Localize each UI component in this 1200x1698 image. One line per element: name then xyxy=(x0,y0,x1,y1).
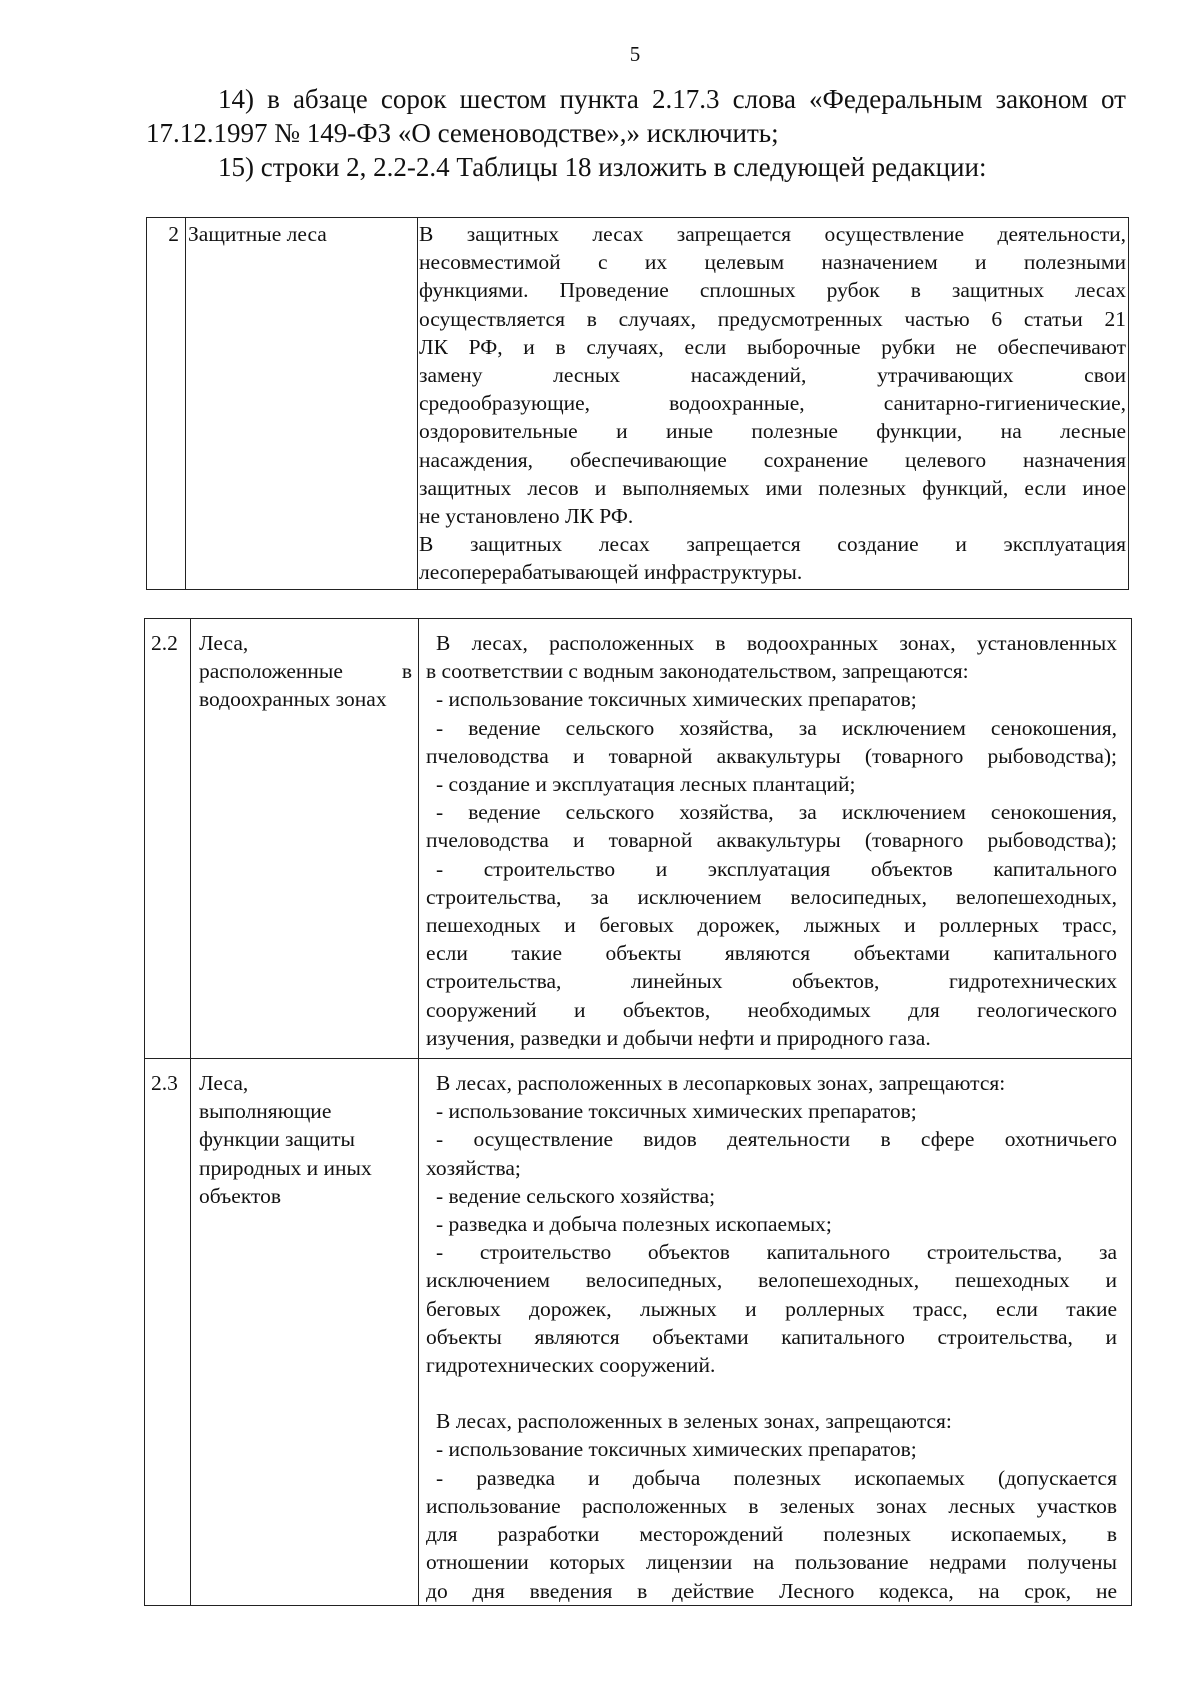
name-line: выполняющие xyxy=(199,1099,332,1124)
name-line: расположенные в xyxy=(199,659,412,684)
row-text xyxy=(419,1059,1132,1606)
text-line: пчеловодства и товарной аквакультуры (товарного рыбоводства); xyxy=(426,743,1117,768)
paragraph-gap xyxy=(426,1379,1117,1407)
text-line: несовместимой с их целевым назначением и полезными xyxy=(419,250,1126,275)
text-line: строительства, за исключением велосипедных, велопешеходных, xyxy=(426,884,1117,909)
text-line: беговых дорожек, лыжных и роллерных трасс, если такие xyxy=(426,1296,1117,1321)
text-line: В лесах, расположенных в водоохранных зонах, установленных xyxy=(436,631,1117,655)
row-name xyxy=(191,619,419,1059)
text-line: насаждения, обеспечивающие сохранение целевого назначения xyxy=(419,447,1126,472)
text-line: - строительство объектов капитального строительства, за xyxy=(436,1240,1117,1265)
row-number: 2.3 xyxy=(145,1059,191,1606)
text-line: пчеловодства и товарной аквакультуры (товарного рыбоводства); xyxy=(426,828,1117,853)
name-line: природных и иных xyxy=(199,1155,372,1180)
text-line: - использование токсичных химических препаратов; xyxy=(436,1099,917,1124)
text-line: осуществляется в случаях, предусмотренных частью 6 статьи 21 xyxy=(419,306,1126,331)
item-14-line-1: 14) в абзаце сорок шестом пункта 2.17.3 слова «Федеральным законом от xyxy=(218,84,1126,114)
table-row-2 xyxy=(146,217,1129,590)
row-name: Защитные леса xyxy=(186,218,418,590)
text-line: - осуществление видов деятельности в сфере охотничьего xyxy=(436,1127,1117,1152)
text-line: - использование токсичных химических препаратов; xyxy=(436,687,917,712)
item-15: 15) строки 2, 2.2-2.4 Таблицы 18 изложить в следующей редакции: xyxy=(218,152,987,182)
text-line: В защитных лесах запрещается создание и эксплуатация xyxy=(419,532,1126,557)
row-name xyxy=(191,1059,419,1606)
text-line: - создание и эксплуатация лесных плантаций; xyxy=(436,772,856,797)
text-line: для разработки месторождений полезных ископаемых, в xyxy=(426,1522,1117,1547)
text-line: замену лесных насаждений, утрачивающих свои xyxy=(419,363,1126,388)
row-text xyxy=(418,218,1129,590)
name-line: Леса, xyxy=(199,631,249,655)
text-line: отношении которых лицензии на пользование недрами получены xyxy=(426,1550,1117,1575)
text-line: оздоровительные и иные полезные функции, на лесные xyxy=(419,419,1126,444)
text-line: строительства, линейных объектов, гидротехнических xyxy=(426,969,1117,994)
text-line: функциями. Проведение сплошных рубок в защитных лесах xyxy=(419,278,1126,303)
text-line: защитных лесов и выполняемых ими полезных функций, если иное xyxy=(419,475,1126,500)
name-line: Леса, xyxy=(199,1071,249,1096)
text-line: если такие объекты являются объектами капитального xyxy=(426,941,1117,966)
text-line: В лесах, расположенных в зеленых зонах, запрещаются: xyxy=(436,1409,952,1434)
page-number: 5 xyxy=(629,42,641,66)
text-line: - ведение сельского хозяйства; xyxy=(436,1183,716,1208)
text-line: сооружений и объектов, необходимых для геологического xyxy=(426,997,1117,1022)
text-line: до дня введения в действие Лесного кодекса, на срок, не xyxy=(426,1578,1117,1603)
text-line: - ведение сельского хозяйства, за исключением сенокошения, xyxy=(436,715,1117,740)
text-line: средообразующие, водоохранные, санитарно-гигиенические, xyxy=(419,391,1126,416)
text-line: лесоперерабатывающей инфраструктуры. xyxy=(419,560,803,585)
text-line: использование расположенных в зеленых зонах лесных участков xyxy=(426,1493,1117,1518)
row-text xyxy=(419,619,1132,1059)
row-number: 2 xyxy=(147,218,186,590)
text-line: исключением велосипедных, велопешеходных, пешеходных и xyxy=(426,1268,1117,1293)
text-line: - ведение сельского хозяйства, за исключением сенокошения, xyxy=(436,800,1117,825)
name-line: водоохранных зонах xyxy=(199,687,387,712)
row-number: 2.2 xyxy=(145,619,191,1059)
table-row xyxy=(145,619,1132,1059)
table-rows-2-2-2-3 xyxy=(144,618,1132,1606)
name-line: функции защиты xyxy=(199,1127,355,1152)
name-line: объектов xyxy=(199,1183,281,1208)
text-line: ЛК РФ, и в случаях, если выборочные рубки не обеспечивают xyxy=(419,334,1126,359)
text-line: - использование токсичных химических препаратов; xyxy=(436,1437,917,1462)
text-line: В лесах, расположенных в лесопарковых зонах, запрещаются: xyxy=(436,1071,1006,1096)
text-line: В защитных лесах запрещается осуществление деятельности, xyxy=(419,222,1126,246)
item-14-line-2: 17.12.1997 № 149-ФЗ «О семеноводстве»,» исключить; xyxy=(146,118,779,148)
text-line: - разведка и добыча полезных ископаемых; xyxy=(436,1212,832,1237)
text-line: - строительство и эксплуатация объектов капитального xyxy=(436,856,1117,881)
text-line: - разведка и добыча полезных ископаемых (допускается xyxy=(436,1465,1117,1490)
text-line: гидротехнических сооружений. xyxy=(426,1353,716,1378)
table-row xyxy=(145,1059,1132,1606)
intro-text xyxy=(146,82,1126,184)
text-line: объекты являются объектами капитального строительства, и xyxy=(426,1324,1117,1349)
text-line: пешеходных и беговых дорожек, лыжных и роллерных трасс, xyxy=(426,913,1117,938)
table-row xyxy=(147,218,1129,590)
text-line: не установлено ЛК РФ. xyxy=(419,504,634,529)
text-line: хозяйства; xyxy=(426,1155,521,1180)
text-line: изучения, разведки и добычи нефти и природного газа. xyxy=(426,1025,931,1050)
text-line: в соответствии с водным законодательством, запрещаются: xyxy=(426,659,969,684)
